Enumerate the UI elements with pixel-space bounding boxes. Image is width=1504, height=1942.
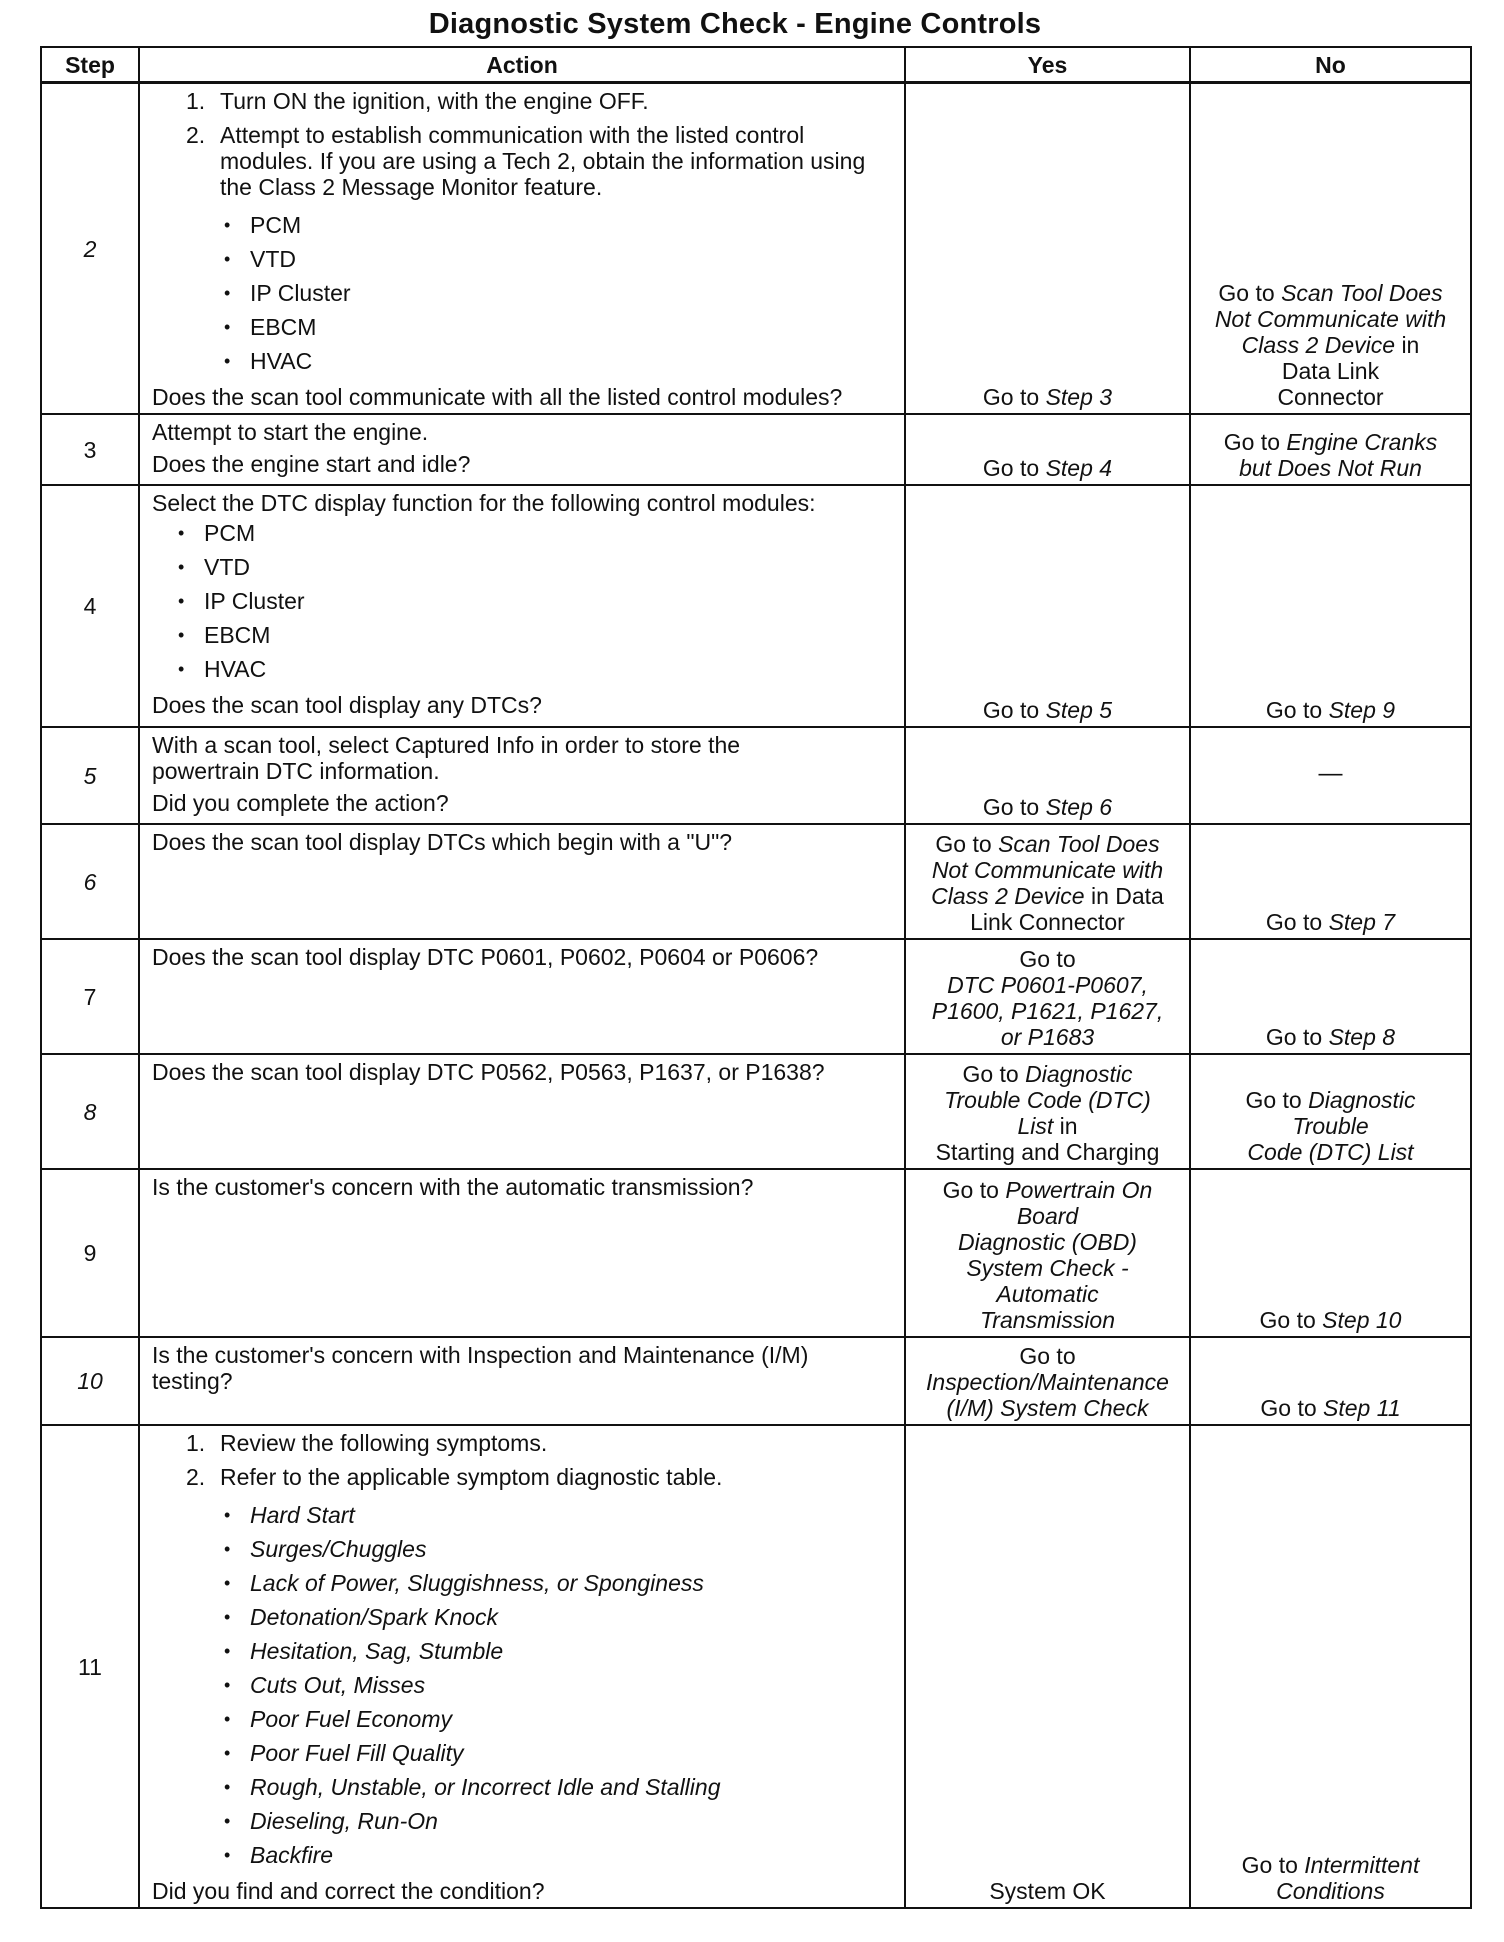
list-item: • Cuts Out, Misses bbox=[224, 1672, 426, 1698]
list-item: 1. Turn ON the ignition, with the engine OFF. bbox=[186, 88, 649, 114]
yes-cell: Go to Step 5 bbox=[905, 485, 1190, 727]
step-number: 5 bbox=[41, 727, 139, 824]
list-item: • Surges/Chuggles bbox=[224, 1536, 427, 1562]
list-item: • Dieseling, Run-On bbox=[224, 1808, 438, 1834]
step-number: 6 bbox=[41, 824, 139, 939]
list-item: • Lack of Power, Sluggishness, or Sponginess bbox=[224, 1570, 704, 1596]
question-text: Is the customer's concern with the automatic transmission? bbox=[152, 1174, 754, 1200]
list-item: • EBCM bbox=[224, 314, 317, 340]
yes-cell: Go to Step 6 bbox=[905, 727, 1190, 824]
no-cell: Go to Step 11 bbox=[1190, 1337, 1471, 1425]
list-item: • Poor Fuel Fill Quality bbox=[224, 1740, 464, 1766]
action-cell bbox=[139, 83, 905, 415]
yes-cell: Go to Inspection/Maintenance (I/M) System Check bbox=[905, 1337, 1190, 1425]
list-item: • Backfire bbox=[224, 1842, 334, 1868]
yes-cell: Go to DTC P0601-P0607, P1600, P1621, P1627, or P1683 bbox=[905, 939, 1190, 1054]
action-cell: Is the customer's concern with Inspection and Maintenance (I/M) testing? bbox=[139, 1337, 905, 1425]
table-row bbox=[41, 1425, 1471, 1908]
table-row bbox=[41, 939, 1471, 1054]
step-number: 3 bbox=[41, 414, 139, 485]
no-cell: Go to Scan Tool Does Not Communicate with Class 2 Device in Data Link Connector bbox=[1190, 83, 1471, 415]
yes-cell: Go to Step 3 bbox=[905, 83, 1190, 415]
no-cell: Go to Engine Cranks but Does Not Run bbox=[1190, 414, 1471, 485]
list-item: • VTD bbox=[224, 246, 296, 272]
table-row bbox=[41, 1337, 1471, 1425]
list-item: • EBCM bbox=[178, 622, 271, 648]
question-text: Did you find and correct the condition? bbox=[152, 1878, 545, 1904]
step-number: 10 bbox=[41, 1337, 139, 1425]
numbered-list bbox=[186, 88, 896, 200]
yes-cell: Go to Powertrain On Board Diagnostic (OBD) System Check - Automatic Transmission bbox=[905, 1169, 1190, 1337]
question-text: Does the scan tool display DTC P0562, P0563, P1637, or P1638? bbox=[152, 1059, 825, 1085]
numbered-list bbox=[186, 1430, 896, 1490]
no-cell: Go to Diagnostic Trouble Code (DTC) List bbox=[1190, 1054, 1471, 1169]
action-cell bbox=[139, 1169, 905, 1337]
bullet-list bbox=[178, 516, 896, 686]
table-row bbox=[41, 414, 1471, 485]
yes-cell: Go to Scan Tool Does Not Communicate with Class 2 Device in Data Link Connector bbox=[905, 824, 1190, 939]
action-cell: Attempt to start the engine. Does the engine start and idle? bbox=[139, 414, 905, 485]
list-item: • Hesitation, Sag, Stumble bbox=[224, 1638, 504, 1664]
step-number: 9 bbox=[41, 1169, 139, 1337]
action-cell bbox=[139, 485, 905, 727]
step-number: 11 bbox=[41, 1425, 139, 1908]
step-number: 7 bbox=[41, 939, 139, 1054]
list-item: • Rough, Unstable, or Incorrect Idle and Stalling bbox=[224, 1774, 721, 1800]
diagnostic-table bbox=[40, 46, 1472, 1909]
action-cell bbox=[139, 1054, 905, 1169]
list-item: • VTD bbox=[178, 554, 250, 580]
list-item: • Poor Fuel Economy bbox=[224, 1706, 452, 1732]
bullet-list bbox=[224, 1498, 896, 1872]
header-action: Action bbox=[139, 47, 905, 83]
question-text: Does the scan tool display any DTCs? bbox=[152, 692, 542, 718]
no-cell: Go to Step 9 bbox=[1190, 485, 1471, 727]
no-cell: Go to Intermittent Conditions bbox=[1190, 1425, 1471, 1908]
action-cell bbox=[139, 939, 905, 1054]
step-number: 8 bbox=[41, 1054, 139, 1169]
no-cell: Go to Step 7 bbox=[1190, 824, 1471, 939]
yes-cell: Go to Step 4 bbox=[905, 414, 1190, 485]
list-item: 1. Review the following symptoms. bbox=[186, 1430, 548, 1456]
bullet-list bbox=[224, 208, 896, 378]
step-number: 2 bbox=[41, 83, 139, 415]
list-item: • IP Cluster bbox=[178, 588, 305, 614]
question-text: Does the scan tool display DTC P0601, P0602, P0604 or P0606? bbox=[152, 944, 819, 970]
table-row bbox=[41, 727, 1471, 824]
list-item: • PCM bbox=[178, 520, 256, 546]
action-cell bbox=[139, 1425, 905, 1908]
header-row bbox=[41, 47, 1471, 83]
action-cell: With a scan tool, select Captured Info in order to store the powertrain DTC information. Did you complete the action? bbox=[139, 727, 905, 824]
no-cell: — bbox=[1190, 727, 1471, 824]
table-row bbox=[41, 83, 1471, 415]
list-item: • IP Cluster bbox=[224, 280, 351, 306]
step-number: 4 bbox=[41, 485, 139, 727]
list-item: 2. Attempt to establish communication with the listed control modules. If you are using a Tech 2, obtain the information using the Class 2 Message Monitor feature. bbox=[186, 122, 866, 200]
table-row bbox=[41, 824, 1471, 939]
header-step: Step bbox=[41, 47, 139, 83]
list-item: • HVAC bbox=[178, 656, 267, 682]
no-cell: Go to Step 10 bbox=[1190, 1169, 1471, 1337]
action-cell bbox=[139, 824, 905, 939]
list-item: • PCM bbox=[224, 212, 302, 238]
page-title: Diagnostic System Check - Engine Controls bbox=[428, 8, 1042, 40]
yes-cell: Go to Diagnostic Trouble Code (DTC) List in Starting and Charging bbox=[905, 1054, 1190, 1169]
list-item: • Detonation/Spark Knock bbox=[224, 1604, 499, 1630]
table-row bbox=[41, 1054, 1471, 1169]
question-text: Does the scan tool communicate with all the listed control modules? bbox=[152, 384, 843, 410]
table-row bbox=[41, 485, 1471, 727]
list-item: 2. Refer to the applicable symptom diagnostic table. bbox=[186, 1464, 723, 1490]
table-row bbox=[41, 1169, 1471, 1337]
question-text: Does the scan tool display DTCs which begin with a "U"? bbox=[152, 829, 733, 855]
list-item: • Hard Start bbox=[224, 1502, 355, 1528]
intro-text: Select the DTC display function for the following control modules: bbox=[152, 490, 816, 516]
header-yes: Yes bbox=[905, 47, 1190, 83]
list-item: • HVAC bbox=[224, 348, 313, 374]
header-no: No bbox=[1190, 47, 1471, 83]
no-cell: Go to Step 8 bbox=[1190, 939, 1471, 1054]
yes-cell: System OK bbox=[905, 1425, 1190, 1908]
